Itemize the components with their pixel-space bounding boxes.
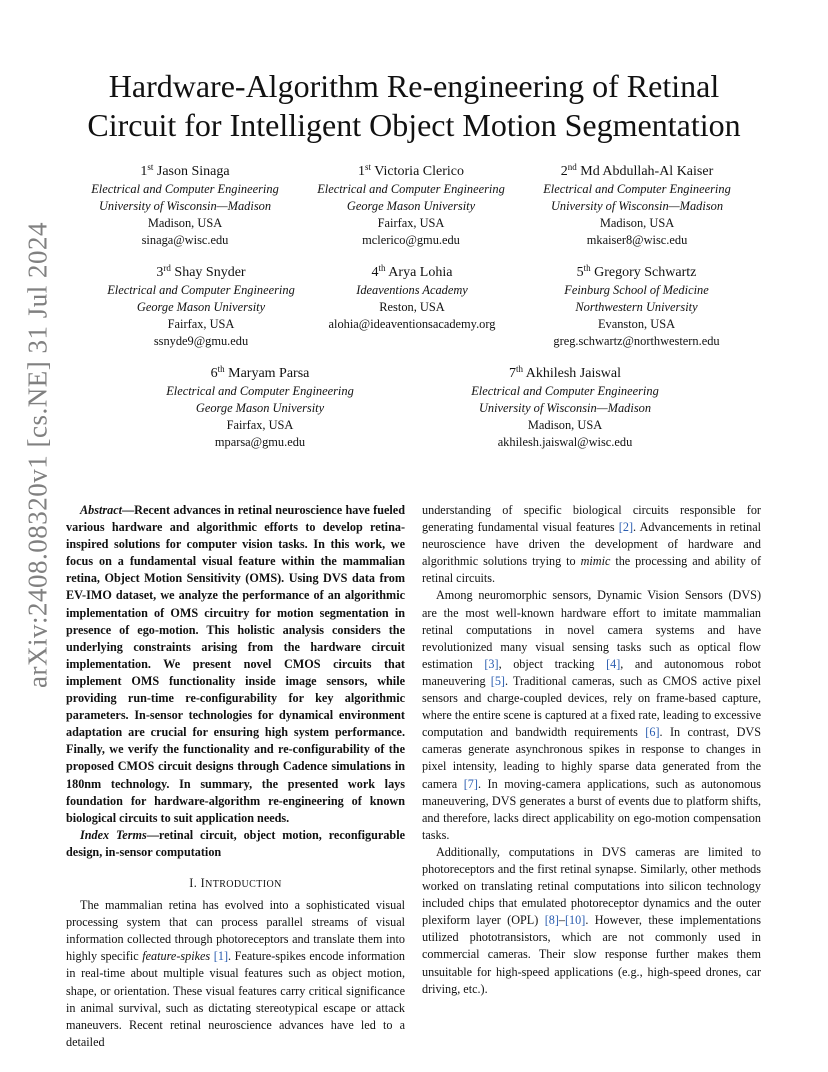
abstract: Abstract—Recent advances in retinal neuroscience have fueled various hardware and algorithmic efforts to develop retina-inspired solutions for computer vision tasks. In this work, we focus on a fundamental visual feature within the mammalian retina, Object Motion Sensitivity (OMS). Using DVS data from EV-IMO dataset, we analyze the performance of an algorithmic implementation of OMS circuitry for motion segmentation in presence of ego-motion. This holistic analysis considers the underlying constraints arising from the hardware circuit implementation. We present novel CMOS circuits that implement OMS functionality inside image sensors, while providing run-time re-configurability for key algorithmic parameters. In-sensor technologies for dynamical environment adaptation are crucial for ensuring high system performance. Finally, we verify the functionality and re-configurability of the proposed CMOS circuit designs through Cadence simulations in 180nm technology. In summary, the presented work lays foundation for hardware-algorithm re-engineering of known biological circuits to suit application needs. <box>66 503 405 825</box>
author-organization: George Mason University <box>346 199 476 213</box>
author-organization: University of Wisconsin—Madison <box>478 401 652 415</box>
author-organization: University of Wisconsin—Madison <box>98 199 272 213</box>
author-email: sinaga@wisc.edu <box>141 233 229 247</box>
author-name: 2nd Md Abdullah-Al Kaiser <box>560 162 714 179</box>
arxiv-id-text: arXiv:2408.08320v1 [cs.NE] 31 Jul 2024 <box>22 222 53 688</box>
author-email: alohia@ideaventionsacademy.org <box>328 317 496 331</box>
author-organization: George Mason University <box>195 401 325 415</box>
citation-link[interactable]: [6] <box>645 725 660 740</box>
intro-paragraph-2: Among neuromorphic sensors, Dynamic Vision Sensors (DVS) are the most well-known hardware effort to imitate mammalian retinal computations in novel camera systems and have revolutionized many visual sensing tasks such as optical flow estimation [3], object tracking [4], and autonomous robot maneuvering [5]. Traditional cameras, such as CMOS active pixel sensors and charge-coupled devices, rely on frame-based capture, where the entire scene is captured at a fixed rate, leading to excessive computation and bandwidth requirements [6]. In contrast, DVS cameras generate asynchronous spikes in response to changes in pixel intensity, leading to highly sparse data generated from the camera [7]. In moving-camera applications, such as autonomous maneuvering, DVS generates a burst of events due to platform shifts, and therefore, lacks direct applicability on ego-motion compensation tasks. <box>422 588 761 842</box>
paper-title <box>60 67 768 145</box>
title-line-2: Circuit for Intelligent Object Motion Segmentation <box>87 107 741 143</box>
author-department: Electrical and Computer Engineering <box>91 182 279 196</box>
citation-link[interactable]: [4] <box>606 656 621 671</box>
author-name: 4th Arya Lohia <box>371 263 453 280</box>
author-department: Ideaventions Academy <box>356 283 468 297</box>
intro-paragraph-1-continued: understanding of specific biological circuits responsible for generating fundamental visual features [2]. Advancements in retinal neuroscience have driven the development of hardware and algorithmic solutions trying to mimic the processing and ability of retinal circuits. <box>422 503 762 586</box>
index-terms-text: retinal circuit, object motion, reconfigurable design, in-sensor computation <box>66 827 405 859</box>
author-name: 1st Victoria Clerico <box>357 162 464 179</box>
section-heading-introduction: I. INTRODUCTION <box>189 875 282 890</box>
author-organization: University of Wisconsin—Madison <box>550 199 724 213</box>
author-email: mparsa@gmu.edu <box>214 435 306 449</box>
author-location: Reston, USA <box>379 300 445 314</box>
author-block-4 <box>86 264 316 350</box>
author-email: greg.schwartz@northwestern.edu <box>553 334 720 348</box>
author-name: 3rd Shay Snyder <box>156 263 246 280</box>
author-name: 7th Akhilesh Jaiswal <box>508 364 621 381</box>
author-department: Electrical and Computer Engineering <box>543 182 731 196</box>
author-location: Madison, USA <box>527 418 603 432</box>
citation-link[interactable]: [5] <box>490 673 505 688</box>
author-organization: George Mason University <box>136 300 266 314</box>
author-location: Fairfax, USA <box>167 317 235 331</box>
author-department: Electrical and Computer Engineering <box>471 384 659 398</box>
abstract-label: Abstract <box>80 503 122 517</box>
author-block-6 <box>519 264 754 350</box>
author-block-1 <box>70 163 300 249</box>
author-block-2 <box>296 163 526 249</box>
author-name: 5th Gregory Schwartz <box>576 263 697 280</box>
author-block-7 <box>145 365 375 451</box>
citation-link[interactable]: [10] <box>565 913 586 928</box>
author-department: Electrical and Computer Engineering <box>107 283 295 297</box>
author-email: mclerico@gmu.edu <box>362 233 460 247</box>
author-block-8 <box>450 365 680 451</box>
author-location: Madison, USA <box>599 216 675 230</box>
author-department: Electrical and Computer Engineering <box>317 182 505 196</box>
author-location: Madison, USA <box>147 216 223 230</box>
intro-paragraph-1: The mammalian retina has evolved into a sophisticated visual processing system that can process parallel streams of visual information collected through photoreceptors and translate them into highly specific feature-spikes [1]. Feature-spikes encode information in real-time about multiple visual features such as object motion, shape, or orientation. These visual features carry critical significance in animal survival, such as dictating stereotypical escape or attack maneuvers. Recent retinal neuroscience advances have led to a detailed <box>66 898 406 1049</box>
author-email: akhilesh.jaiswal@wisc.edu <box>497 435 633 449</box>
arxiv-identifier-stamp <box>10 0 66 1072</box>
title-line-1: Hardware-Algorithm Re-engineering of Retinal <box>108 68 720 104</box>
author-location: Fairfax, USA <box>226 418 294 432</box>
index-terms-label: Index Terms <box>80 827 147 842</box>
author-department: Electrical and Computer Engineering <box>166 384 354 398</box>
author-block-3 <box>522 163 752 249</box>
citation-link[interactable]: [1] <box>213 949 229 964</box>
right-column <box>422 502 761 998</box>
author-department: Feinburg School of Medicine <box>564 283 709 297</box>
citation-link[interactable]: [2] <box>618 520 634 535</box>
author-block-5 <box>312 264 512 333</box>
left-column <box>66 502 405 1051</box>
index-terms: Index Terms—retinal circuit, object motion, reconfigurable design, in-sensor computation <box>66 827 405 859</box>
author-name: 1st Jason Sinaga <box>140 162 230 179</box>
citation-link[interactable]: [8] <box>544 913 559 928</box>
author-email: ssnyde9@gmu.edu <box>153 334 249 348</box>
author-location: Evanston, USA <box>597 317 676 331</box>
author-name: 6th Maryam Parsa <box>210 364 310 381</box>
author-email: mkaiser8@wisc.edu <box>586 233 688 247</box>
author-location: Fairfax, USA <box>377 216 445 230</box>
abstract-text: Recent advances in retinal neuroscience have fueled various hardware and algorithmic efforts to develop retina-inspired solutions for computer vision tasks. In this work, we focus on a fundamental visual feature within the mammalian retina, Object Motion Sensitivity (OMS). Using DVS data from EV-IMO dataset, we analyze the performance of an algorithmic implementation of OMS circuitry for motion segmentation in presence of ego-motion. This holistic analysis considers the underlying constraints arising from the hardware circuit implementation. We present novel CMOS circuits that implement OMS functionality inside image sensors, while providing run-time re-configurability for key algorithmic parameters. In-sensor technologies for dynamical environment adaptation are crucial for ensuring high system performance. Finally, we verify the functionality and re-configurability of the proposed CMOS circuit designs through Cadence simulations in 180nm technology. In summary, the presented work lays foundation for hardware-algorithm re-engineering of known biological circuits to suit application needs. <box>66 503 405 825</box>
citation-link[interactable]: [7] <box>463 776 478 791</box>
author-organization: Northwestern University <box>575 300 698 314</box>
intro-paragraph-3: Additionally, computations in DVS cameras are limited to photoreceptors and the first retinal synapse. Similarly, other methods worked on translating retinal computations into silicon technology included chips that emulated photoreceptor dynamics and the outer plexiform layer (OPL) [8]–[10]. However, these implementations utilized phototransistors, which are not commonly used in commercial cameras. Their slow response further makes them unsuitable for high-speed applications (e.g., high-speed drones, car driving, etc.). <box>422 844 761 996</box>
citation-link[interactable]: [3] <box>484 656 499 671</box>
